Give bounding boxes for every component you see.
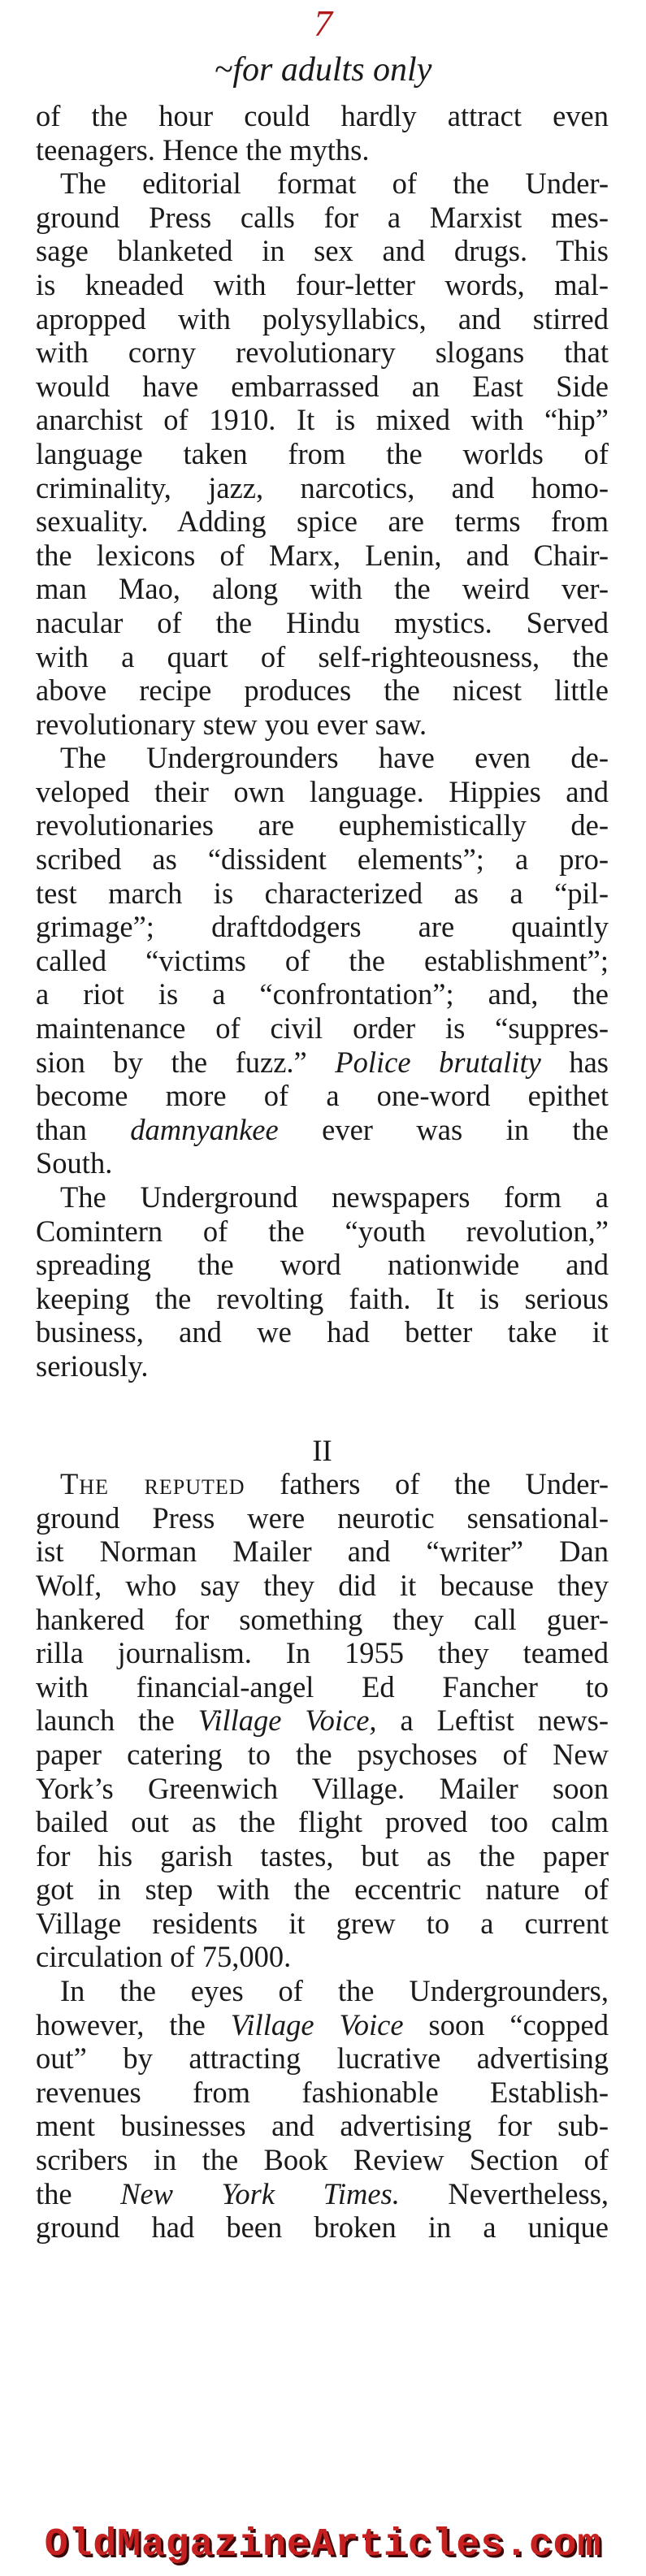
text-line: ment businesses and advertising for sub- — [36, 2109, 609, 2143]
text-line: rilla journalism. In 1955 they teamed — [36, 1636, 609, 1670]
text-line: out” by attracting lucrative advertising — [36, 2041, 609, 2076]
text-line: South. — [36, 1146, 113, 1180]
text-line: a riot is a “confrontation”; and, the — [36, 977, 609, 1011]
italic-run: damnyankee — [130, 1112, 279, 1146]
text-line: Comintern of the “youth revolution,” — [36, 1214, 609, 1248]
text-line — [36, 2008, 609, 2042]
text-line — [36, 1467, 609, 1501]
running-head: ~for adults only — [214, 51, 432, 89]
section-heading: II — [312, 1433, 332, 1467]
text-line: above recipe produces the nicest little — [36, 673, 609, 708]
text-line: spreading the word nationwide and — [36, 1248, 609, 1282]
text-line: with corny revolutionary slogans that — [36, 336, 609, 370]
text-run: a Leftist news- — [400, 1704, 609, 1738]
text-line: York’s Greenwich Village. Mailer soon — [36, 1771, 609, 1805]
text-line: revenues from fashionable Establish- — [36, 2075, 609, 2109]
text-line: scribed as “dissident elements”; a pro- — [36, 842, 609, 877]
small-caps-run: The reputed — [60, 1467, 245, 1501]
text-line: would have embarrassed an East Side — [36, 369, 609, 403]
text-line: sage blanketed in sex and drugs. This — [36, 234, 609, 268]
text-line: Wolf, who say they did it because they — [36, 1568, 609, 1602]
italic-run: Police brutality — [335, 1045, 541, 1079]
text-line — [36, 1046, 609, 1080]
text-line: hankered for something they call guer- — [36, 1602, 609, 1636]
text-line: of the hour could hardly attract even — [36, 99, 609, 132]
text-line: seriously. — [36, 1349, 149, 1383]
text-line — [36, 1704, 609, 1738]
text-run: ever was in the — [322, 1112, 609, 1146]
text-line: become more of a one-word epithet — [36, 1079, 609, 1113]
text-line: maintenance of civil order is “suppres- — [36, 1011, 609, 1046]
site-watermark[interactable]: OldMagazineArticles.com — [44, 2523, 602, 2567]
text-line: In the eyes of the Undergrounders, — [60, 1974, 609, 2008]
text-line: business, and we had better take it — [36, 1315, 609, 1349]
text-line: revolutionary stew you ever saw. — [36, 707, 427, 741]
text-line: The Underground newspapers form a — [60, 1180, 609, 1214]
text-line: ground Press calls for a Marxist mes- — [36, 200, 609, 234]
text-line: circulation of 75,000. — [36, 1940, 292, 1974]
text-line — [36, 2177, 609, 2211]
text-line: sexuality. Adding spice are terms from — [36, 504, 609, 539]
page-number: 7 — [314, 2, 332, 44]
italic-run: New York Times. — [120, 2176, 400, 2210]
section-gap — [36, 1383, 609, 1434]
text-line: for his garish tastes, but as the paper — [36, 1838, 609, 1872]
text-line: revolutionaries are euphemistically de- — [36, 808, 609, 842]
text-line: paper catering to the psychoses of New — [36, 1737, 609, 1771]
text-run: has — [569, 1045, 609, 1079]
text-line: with financial-angel Ed Fancher to — [36, 1669, 609, 1704]
text-line: got in step with the eccentric nature of — [36, 1872, 609, 1907]
text-run: than — [36, 1112, 87, 1146]
text-line: test march is characterized as a “pil- — [36, 876, 609, 910]
text-line: man Mao, along with the weird ver- — [36, 572, 609, 606]
text-run: however, the — [36, 2007, 206, 2041]
text-line: teenagers. Hence the myths. — [36, 132, 370, 167]
text-line: criminality, jazz, narcotics, and homo- — [36, 470, 609, 504]
italic-run: Village Voice — [230, 2007, 404, 2041]
text-line: called “victims of the establishment”; — [36, 943, 609, 977]
text-line: scribers in the Book Review Section of — [36, 2143, 609, 2177]
text-line: nacular of the Hindu mystics. Served — [36, 605, 609, 639]
italic-run: Village Voice, — [197, 1704, 377, 1738]
text-line — [36, 1113, 609, 1147]
text-line: Village residents it grew to a current — [36, 1906, 609, 1940]
text-line: The Undergrounders have even de- — [60, 741, 609, 775]
text-line: anarchist of 1910. It is mixed with “hip” — [36, 403, 609, 437]
text-run: launch the — [36, 1704, 175, 1738]
text-line: is kneaded with four-letter words, mal- — [36, 267, 609, 301]
text-line: ground Press were neurotic sensational- — [36, 1500, 609, 1535]
text-line: with a quart of self-righteousness, the — [36, 639, 609, 673]
text-line: veloped their own language. Hippies and — [36, 774, 609, 808]
text-run: Nevertheless, — [448, 2176, 609, 2210]
text-line: the lexicons of Marx, Lenin, and Chair- — [36, 538, 609, 572]
text-line: keeping the revolting faith. It is serious — [36, 1281, 609, 1315]
text-line: apropped with polysyllabics, and stirred — [36, 301, 609, 336]
text-line: grimage”; draftdodgers are quaintly — [36, 910, 609, 944]
text-run: soon “copped — [428, 2007, 609, 2041]
text-line: ist Norman Mailer and “writer” Dan — [36, 1535, 609, 1569]
text-run: fathers of the Under- — [280, 1467, 609, 1501]
article-column — [36, 99, 609, 2245]
text-line: language taken from the worlds of — [36, 436, 609, 470]
text-line: bailed out as the flight proved too calm — [36, 1805, 609, 1839]
text-line: The editorial format of the Under- — [60, 167, 609, 201]
text-line: ground had been broken in a unique — [36, 2210, 609, 2245]
text-run: sion by the fuzz.” — [36, 1045, 307, 1079]
text-run: the — [36, 2176, 72, 2210]
